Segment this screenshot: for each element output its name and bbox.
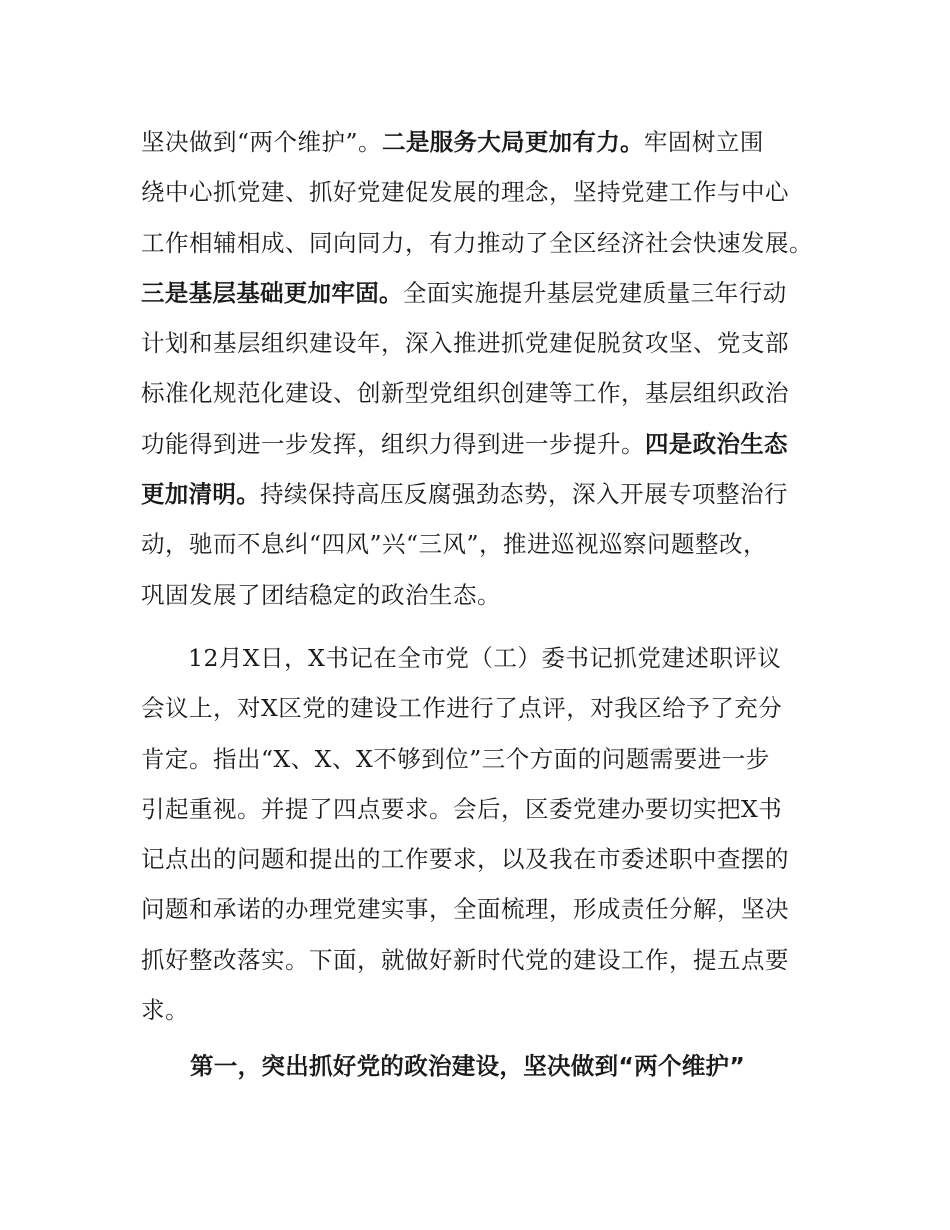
text-run: 全面实施提升基层党建质量三年行动: [402, 278, 787, 307]
text-line: [141, 117, 821, 167]
text-line: 求。: [141, 996, 189, 1025]
text-line: [141, 469, 821, 519]
bold-subheading: 四是政治生态: [645, 429, 788, 458]
paragraph-review-meeting: [141, 633, 821, 1035]
text-line: 抓好整改落实。下面，就做好新时代党的建设工作，提五点要: [141, 945, 789, 974]
text-line: 12月X日，X书记在全市党（工）委书记抓党建述职评议: [188, 644, 782, 672]
text-line: 引起重视。并提了四点要求。会后，区委党建办要切实把X书: [141, 794, 783, 823]
text-run: 持续保持高压反腐强劲态势，深入开展专项整治行: [260, 480, 788, 509]
text-line: 会议上，对X区党的建设工作进行了点评，对我区给予了充分: [141, 694, 783, 723]
text-line: 标准化规范化建设、创新型党组织创建等工作，基层组织政治: [141, 379, 789, 408]
text-line: 计划和基层组织建设年，深入推进抓党建促脱贫攻坚、党支部: [141, 329, 789, 358]
section-heading: 第一，突出抓好党的政治建设，坚决做到“两个维护”: [190, 1052, 746, 1080]
text-line: 巩固发展了团结稳定的政治生态。: [141, 580, 501, 609]
text-run: 坚决做到“两个维护”。: [141, 128, 383, 156]
text-run: 牢固树立围: [643, 128, 764, 156]
text-line: [141, 268, 821, 318]
text-line: [141, 419, 821, 469]
paragraph-achievements: [141, 117, 821, 620]
bold-subheading: 三是基层基础更加牢固。: [141, 278, 403, 307]
text-line: 绕中心抓党建、抓好党建促发展的理念，坚持党建工作与中心: [141, 178, 789, 207]
text-line: 动，驰而不息纠“四风”兴“三风”，推进巡视巡察问题整改，: [141, 530, 768, 559]
text-line: 问题和承诺的办理党建实事，全面梳理，形成责任分解，坚决: [141, 895, 789, 924]
bold-subheading: 更加清明。: [141, 480, 260, 509]
bold-subheading: 二是服务大局更加有力。: [382, 128, 644, 156]
text-line: 工作相辅相成、同向同力，有力推动了全区经济社会快速发展。: [141, 228, 813, 257]
text-line: 记点出的问题和提出的工作要求，以及我在市委述职中查摆的: [141, 845, 789, 874]
text-run: 功能得到进一步发挥，组织力得到进一步提升。: [141, 429, 645, 458]
text-line: 肯定。指出“X、X、X不够到位”三个方面的问题需要进一步: [141, 744, 770, 773]
